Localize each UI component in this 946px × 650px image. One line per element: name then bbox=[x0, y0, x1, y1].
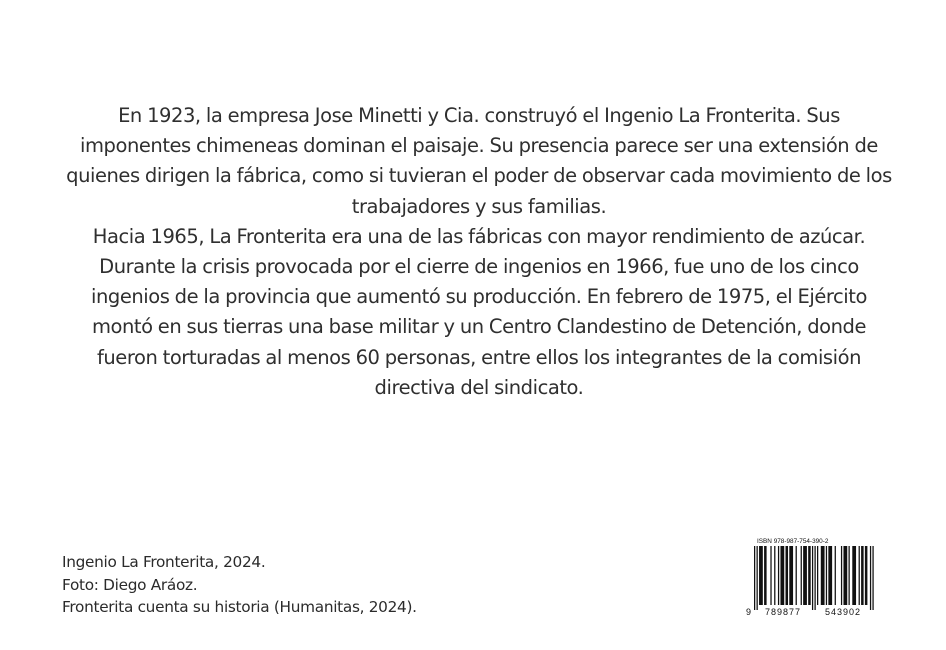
barcode-bar bbox=[870, 546, 871, 610]
barcode-bar bbox=[764, 546, 767, 605]
barcode-bar bbox=[801, 546, 802, 605]
barcode-bar bbox=[821, 546, 825, 605]
barcode-bar bbox=[770, 546, 771, 605]
barcode-bar bbox=[803, 546, 807, 605]
barcode-bar bbox=[826, 546, 827, 605]
barcode-bar bbox=[835, 546, 836, 605]
barcode-graphic bbox=[745, 546, 877, 618]
barcode-bar bbox=[852, 546, 856, 605]
barcode-right-digits: 543902 bbox=[824, 607, 862, 617]
barcode-bar bbox=[754, 546, 755, 610]
source-reference: Fronterita cuenta su historia (Humanitas, 2024). bbox=[62, 598, 417, 616]
barcode-bar bbox=[778, 546, 779, 605]
back-cover-text bbox=[66, 101, 892, 403]
barcode-bar bbox=[841, 546, 842, 605]
barcode-bar bbox=[814, 546, 815, 610]
barcode-left-digits: 789877 bbox=[764, 607, 802, 617]
photo-credits bbox=[62, 551, 417, 619]
barcode-bar bbox=[828, 546, 832, 605]
barcode-bar bbox=[817, 546, 818, 605]
isbn-label: ISBN 978-987-754-390-2 bbox=[757, 538, 829, 545]
barcode-first-digit: 9 bbox=[746, 607, 752, 617]
barcode-bar bbox=[849, 546, 850, 605]
barcode-bar bbox=[774, 546, 775, 605]
barcode-bar bbox=[757, 546, 758, 610]
barcode-bar bbox=[808, 546, 811, 605]
paragraph-history: En 1923, la empresa Jose Minetti y Cia. construyó el Ingenio La Fronterita. Sus imponentes chimeneas dominan el paisaje. Su presencia parece ser una extensión de quienes dirigen la fábrica, como si tuvieran el poder de observar cada movimiento de los trabajadores y sus familias. bbox=[66, 104, 892, 218]
barcode-bar bbox=[759, 546, 763, 605]
photo-author: Foto: Diego Aráoz. bbox=[62, 575, 198, 594]
barcode-bar bbox=[789, 546, 793, 605]
barcode-bar bbox=[865, 546, 868, 605]
barcode-bar bbox=[872, 546, 873, 610]
barcode-bar bbox=[796, 546, 797, 605]
isbn-barcode bbox=[745, 538, 877, 618]
barcode-bar bbox=[861, 546, 864, 605]
paragraph-dictatorship: Hacia 1965, La Fronterita era una de las fábricas con mayor rendimiento de azúcar. Durante la crisis provocada por el cierre de ingenios en 1966, fue uno de los cinco ingenios de la provincia que aumentó su producción. En febrero de 1975, el Ejército montó en sus tierras una base militar y un Centro Clandestino de Detención, donde fueron torturadas al menos 60 personas, entre ellos los integrantes de la comisión directiva del sindicato. bbox=[91, 224, 867, 399]
barcode-bar bbox=[843, 546, 847, 605]
photo-caption: Ingenio La Fronterita, 2024. bbox=[62, 553, 266, 571]
barcode-bar bbox=[780, 546, 784, 605]
barcode-bar bbox=[812, 546, 813, 610]
barcode-bar bbox=[786, 546, 789, 605]
barcode-bar bbox=[859, 546, 860, 605]
